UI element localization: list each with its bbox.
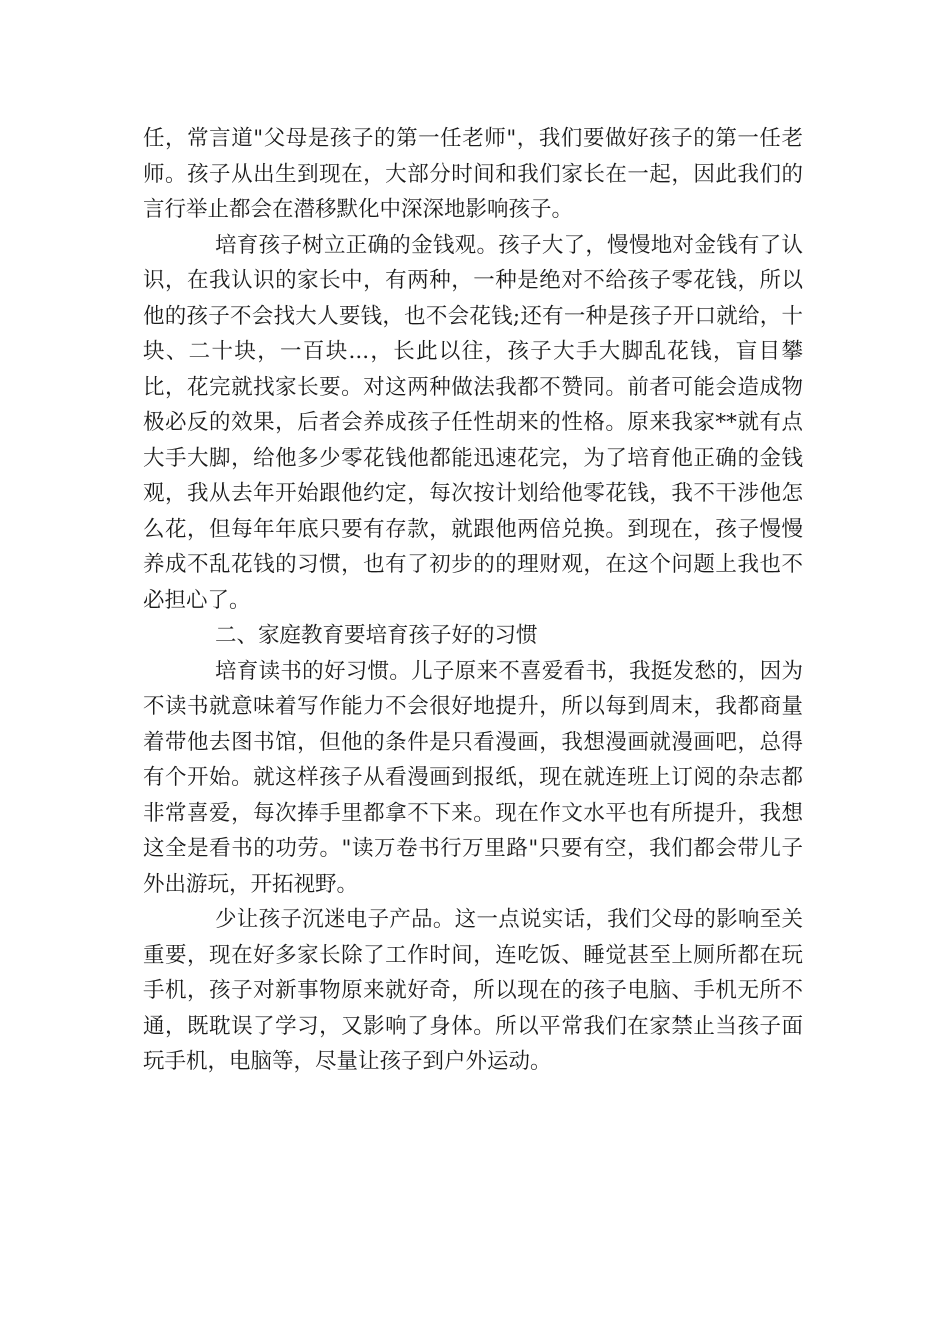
- paragraph-reading-habit: 培育读书的好习惯。儿子原来不喜爱看书，我挺发愁的，因为不读书就意味着写作能力不会很好地提升，所以每到周末，我都商量着带他去图书馆，但他的条件是只看漫画，我想漫画就漫画吧，总得有个开始。就这样孩子从看漫画到报纸，现在就连班上订阅的杂志都非常喜爱，每次捧手里都拿不下来。现在作文水平也有所提升，我想这全是看书的功劳。"读万卷书行万里路"只要有空，我们都会带儿子外出游玩，开拓视野。: [143, 658, 803, 897]
- document-body: [143, 121, 803, 1080]
- paragraph-electronics: 少让孩子沉迷电子产品。这一点说实话，我们父母的影响至关重要，现在好多家长除了工作时间，连吃饭、睡觉甚至上厕所都在玩手机，孩子对新事物原来就好奇，所以现在的孩子电脑、手机无所不通，既耽误了学习，又影响了身体。所以平常我们在家禁止当孩子面玩手机，电脑等，尽量让孩子到户外运动。: [143, 907, 803, 1074]
- paragraph-money-values: 培育孩子树立正确的金钱观。孩子大了，慢慢地对金钱有了认识，在我认识的家长中，有两种，一种是绝对不给孩子零花钱，所以他的孩子不会找大人要钱，也不会花钱;还有一种是孩子开口就给，十块、二十块，一百块...，长此以往，孩子大手大脚乱花钱，盲目攀比，花完就找家长要。对这两种做法我都不赞同。前者可能会造成物极必反的效果，后者会养成孩子任性胡来的性格。原来我家**就有点大手大脚，给他多少零花钱他都能迅速花完，为了培育他正确的金钱观，我从去年开始跟他约定，每次按计划给他零花钱，我不干涉他怎么花，但每年年底只要有存款，就跟他两倍兑换。到现在，孩子慢慢养成不乱花钱的习惯，也有了初步的的理财观，在这个问题上我也不必担心了。: [143, 232, 803, 613]
- section-heading-good-habits: 二、家庭教育要培育孩子好的习惯: [215, 623, 538, 648]
- paragraph-continuation: 任，常言道"父母是孩子的第一任老师"，我们要做好孩子的第一任老师。孩子从出生到现在，大部分时间和我们家长在一起，因此我们的言行举止都会在潜移默化中深深地影响孩子。: [143, 126, 803, 222]
